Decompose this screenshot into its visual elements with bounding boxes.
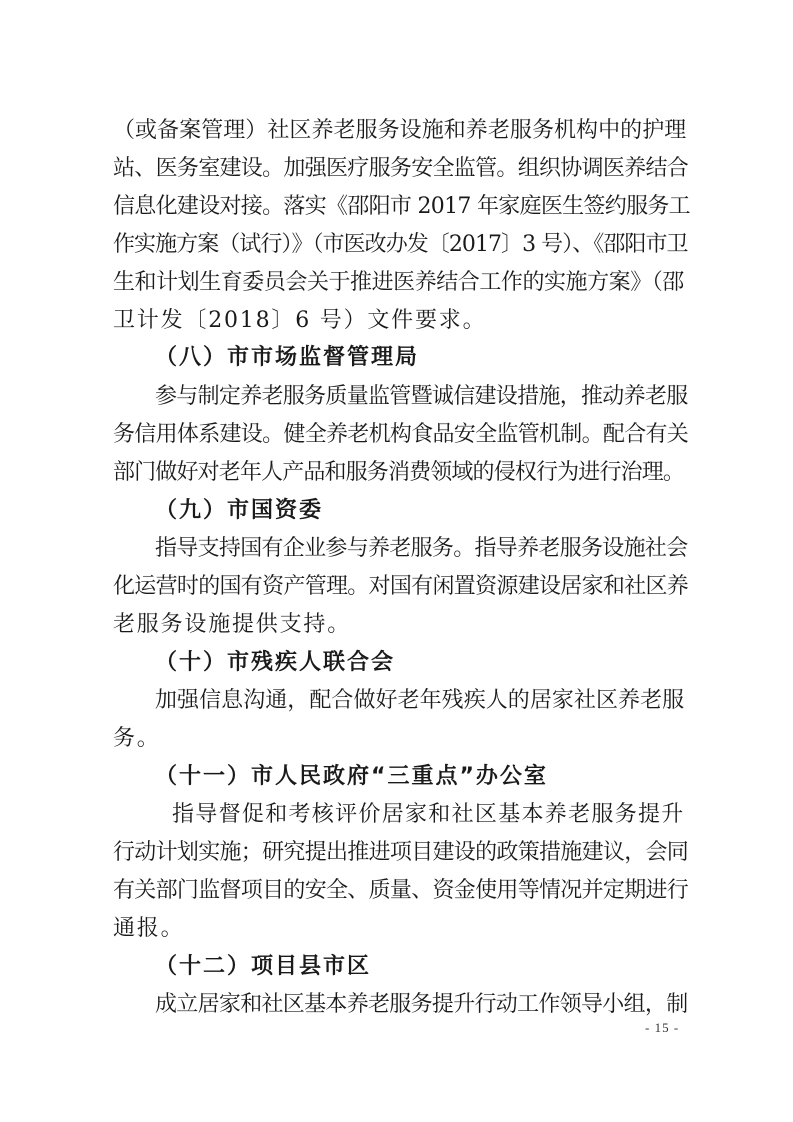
body-text-line: 通报。 (113, 916, 185, 941)
body-text-line: （或备案管理）社区养老服务设施和养老服务机构中的护理 (113, 118, 687, 143)
body-text-line: 指导支持国有企业参与养老服务。指导养老服务设施社会 (155, 536, 688, 561)
body-text-line: 行动计划实施；研究提出推进项目建设的政策措施建议，会同 (113, 840, 689, 865)
body-text-line: 有关部门监督项目的安全、质量、资金使用等情况并定期进行 (113, 878, 689, 903)
section-heading: （九）市国资委 (155, 498, 324, 523)
body-text-line: 生和计划生育委员会关于推进医养结合工作的实施方案》（邵 (113, 270, 684, 295)
body-text-line: 加强信息沟通，配合做好老年残疾人的居家社区养老服 (155, 688, 685, 713)
body-text-line: 作实施方案（试行）》（市医改办发〔2017〕3 号）、《邵阳市卫 (113, 232, 688, 257)
body-text-line: 务。 (113, 726, 161, 751)
body-text-line: 参与制定养老服务质量监管暨诚信建设措施，推动养老服 (155, 384, 688, 409)
section-heading: （十一）市人民政府“三重点”办公室 (155, 764, 548, 789)
body-text-line: 指导督促和考核评价居家和社区基本养老服务提升 (172, 802, 685, 827)
page-number: - 15 - (645, 1020, 680, 1035)
body-text-line: 站、医务室建设。加强医疗服务安全监管。组织协调医养结合 (113, 156, 689, 181)
body-text-line: 化运营时的国有资产管理。对国有闲置资源建设居家和社区养 (113, 574, 689, 599)
section-heading: （十）市残疾人联合会 (155, 650, 396, 675)
body-text-line: 成立居家和社区基本养老服务提升行动工作领导小组，制 (155, 992, 688, 1017)
section-heading: （八）市市场监督管理局 (155, 345, 420, 370)
body-text-line: 卫计发〔2018〕6 号）文件要求。 (113, 308, 487, 333)
body-text-line: 老服务设施提供支持。 (113, 612, 352, 637)
section-heading: （十二）项目县市区 (155, 954, 372, 979)
body-text-line: 务信用体系建设。健全养老机构食品安全监管机制。配合有关 (113, 422, 689, 447)
body-text-line: 信息化建设对接。落实《邵阳市 2017 年家庭医生签约服务工 (113, 194, 690, 219)
body-text-line: 部门做好对老年人产品和服务消费领域的侵权行为进行治理。 (113, 460, 685, 485)
